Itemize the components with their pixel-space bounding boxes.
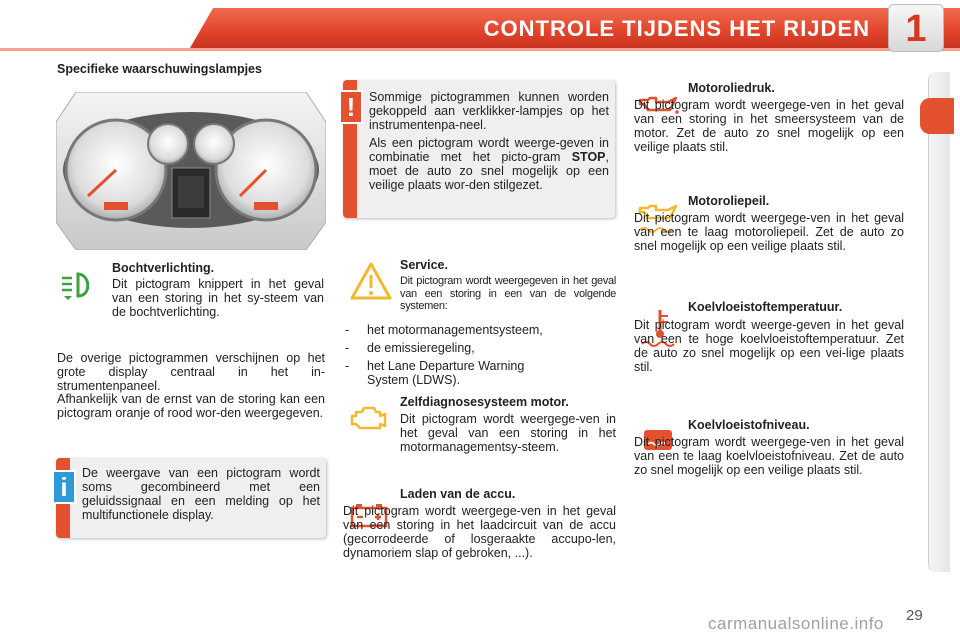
accu-body: Dit pictogram wordt weergege-ven in het geval van een storing in het laadcircuit van de accu (gecorrodeerde of losgeraakte accupo-len, dynamoriem slap of gebroken, ...). [343,504,616,560]
paragraph-severity: Afhankelijk van de ernst van de storing kan een pictogram oranje of rood wor-den weergegeven. [57,392,325,420]
service-title: Service. [400,258,448,272]
motoroliedruk-text: Dit pictogram wordt weergege-ven in het geval van een storing in het smeersysteem van de motor. Zet de auto zo snel mogelijk op een veilige plaats stil. [634,98,904,154]
list-item: - het motormanagementsysteem, [343,323,593,337]
warning-note-p2-start: Als een pictogram wordt weerge-geven in combinatie met het picto-gram [369,136,609,164]
stop-word: STOP [571,150,606,164]
exclamation-icon: ! [339,90,363,124]
paragraph-display: De overige pictogrammen verschijnen op het grote display centraal in het in-strumentenpaneel. [57,351,325,393]
warning-note-p2 [369,136,609,192]
page-header [0,0,960,52]
motoroliepeil-text: Dit pictogram wordt weergege-ven in het geval van een te laag motoroliepeil. Zet de auto zo snel mogelijk op een veilige plaats stil. [634,211,904,253]
list-item: - de emissieregeling, [343,341,593,355]
engine-check-icon [350,404,388,432]
active-chapter-tab[interactable] [920,98,954,134]
koelvloeistoftemp-text: Dit pictogram wordt weerge-geven in het geval van een te hoge koelvloeistoftemperatuur. Zet de auto zo snel mogelijk op een vei-lige plaats stil. [634,318,904,374]
warning-note-p1: Sommige pictogrammen kunnen worden gekoppeld aan verklikker-lampjes op het instrumentenpa-neel. [369,90,609,132]
list-item: - het Lane Departure Warning System (LDWS). [343,359,563,387]
chapter-badge: 1 [888,4,944,52]
section-title: Specifieke waarschuwingslampjes [57,62,262,76]
chapter-tab-strip [928,72,950,572]
info-icon: i [52,470,76,504]
watermark: carmanualsonline.info [708,614,884,633]
page-title: CONTROLE TIJDENS HET RIJDEN [483,16,870,41]
instrument-cluster-image [56,92,326,250]
koelvloeistoftemp-title: Koelvloeistoftemperatuur. [688,300,843,314]
service-text: Dit pictogram wordt weergegeven in het geval van een storing in een van de volgende systemen: [400,275,616,312]
zelfdiagnose-title: Zelfdiagnosesysteem motor. [400,395,569,409]
info-note [56,458,326,538]
warning-note [343,80,615,218]
service-systems-list [343,323,593,391]
accu-title: Laden van de accu. [400,487,516,501]
accu-text [343,504,616,560]
info-note-text: De weergave van een pictogram wordt soms gecombineerd met een geluidssignaal en een melding op het multifunctionele display. [82,466,320,522]
page-number: 29 [906,607,923,624]
cornering-light-icon [60,270,98,300]
warning-note-text [369,90,609,192]
koelvloeistofniveau-text: Dit pictogram wordt weergege-ven in het geval van een te laag koelvloeistofniveau. Zet de auto zo snel mogelijk op een veilige plaats stil. [634,435,904,477]
warning-note-p2-end: , moet de auto zo snel mogelijk op een veilige plaats wor-den stilgezet. [369,150,609,192]
bochtverlichting-title: Bochtverlichting. [112,261,215,275]
motoroliepeil-title: Motoroliepeil. [688,194,770,208]
motoroliedruk-title: Motoroliedruk. [688,81,775,95]
zelfdiagnose-text: Dit pictogram wordt weergege-ven in het geval van een storing in het motormanagementsy-steem. [400,412,616,454]
bochtverlichting-text: Dit pictogram knippert in het geval van een storing in het sy-steem van de bochtverlichting. [112,277,324,319]
service-warning-triangle-icon [350,262,392,300]
koelvloeistofniveau-title: Koelvloeistofniveau. [688,418,810,432]
header-line [0,48,960,51]
